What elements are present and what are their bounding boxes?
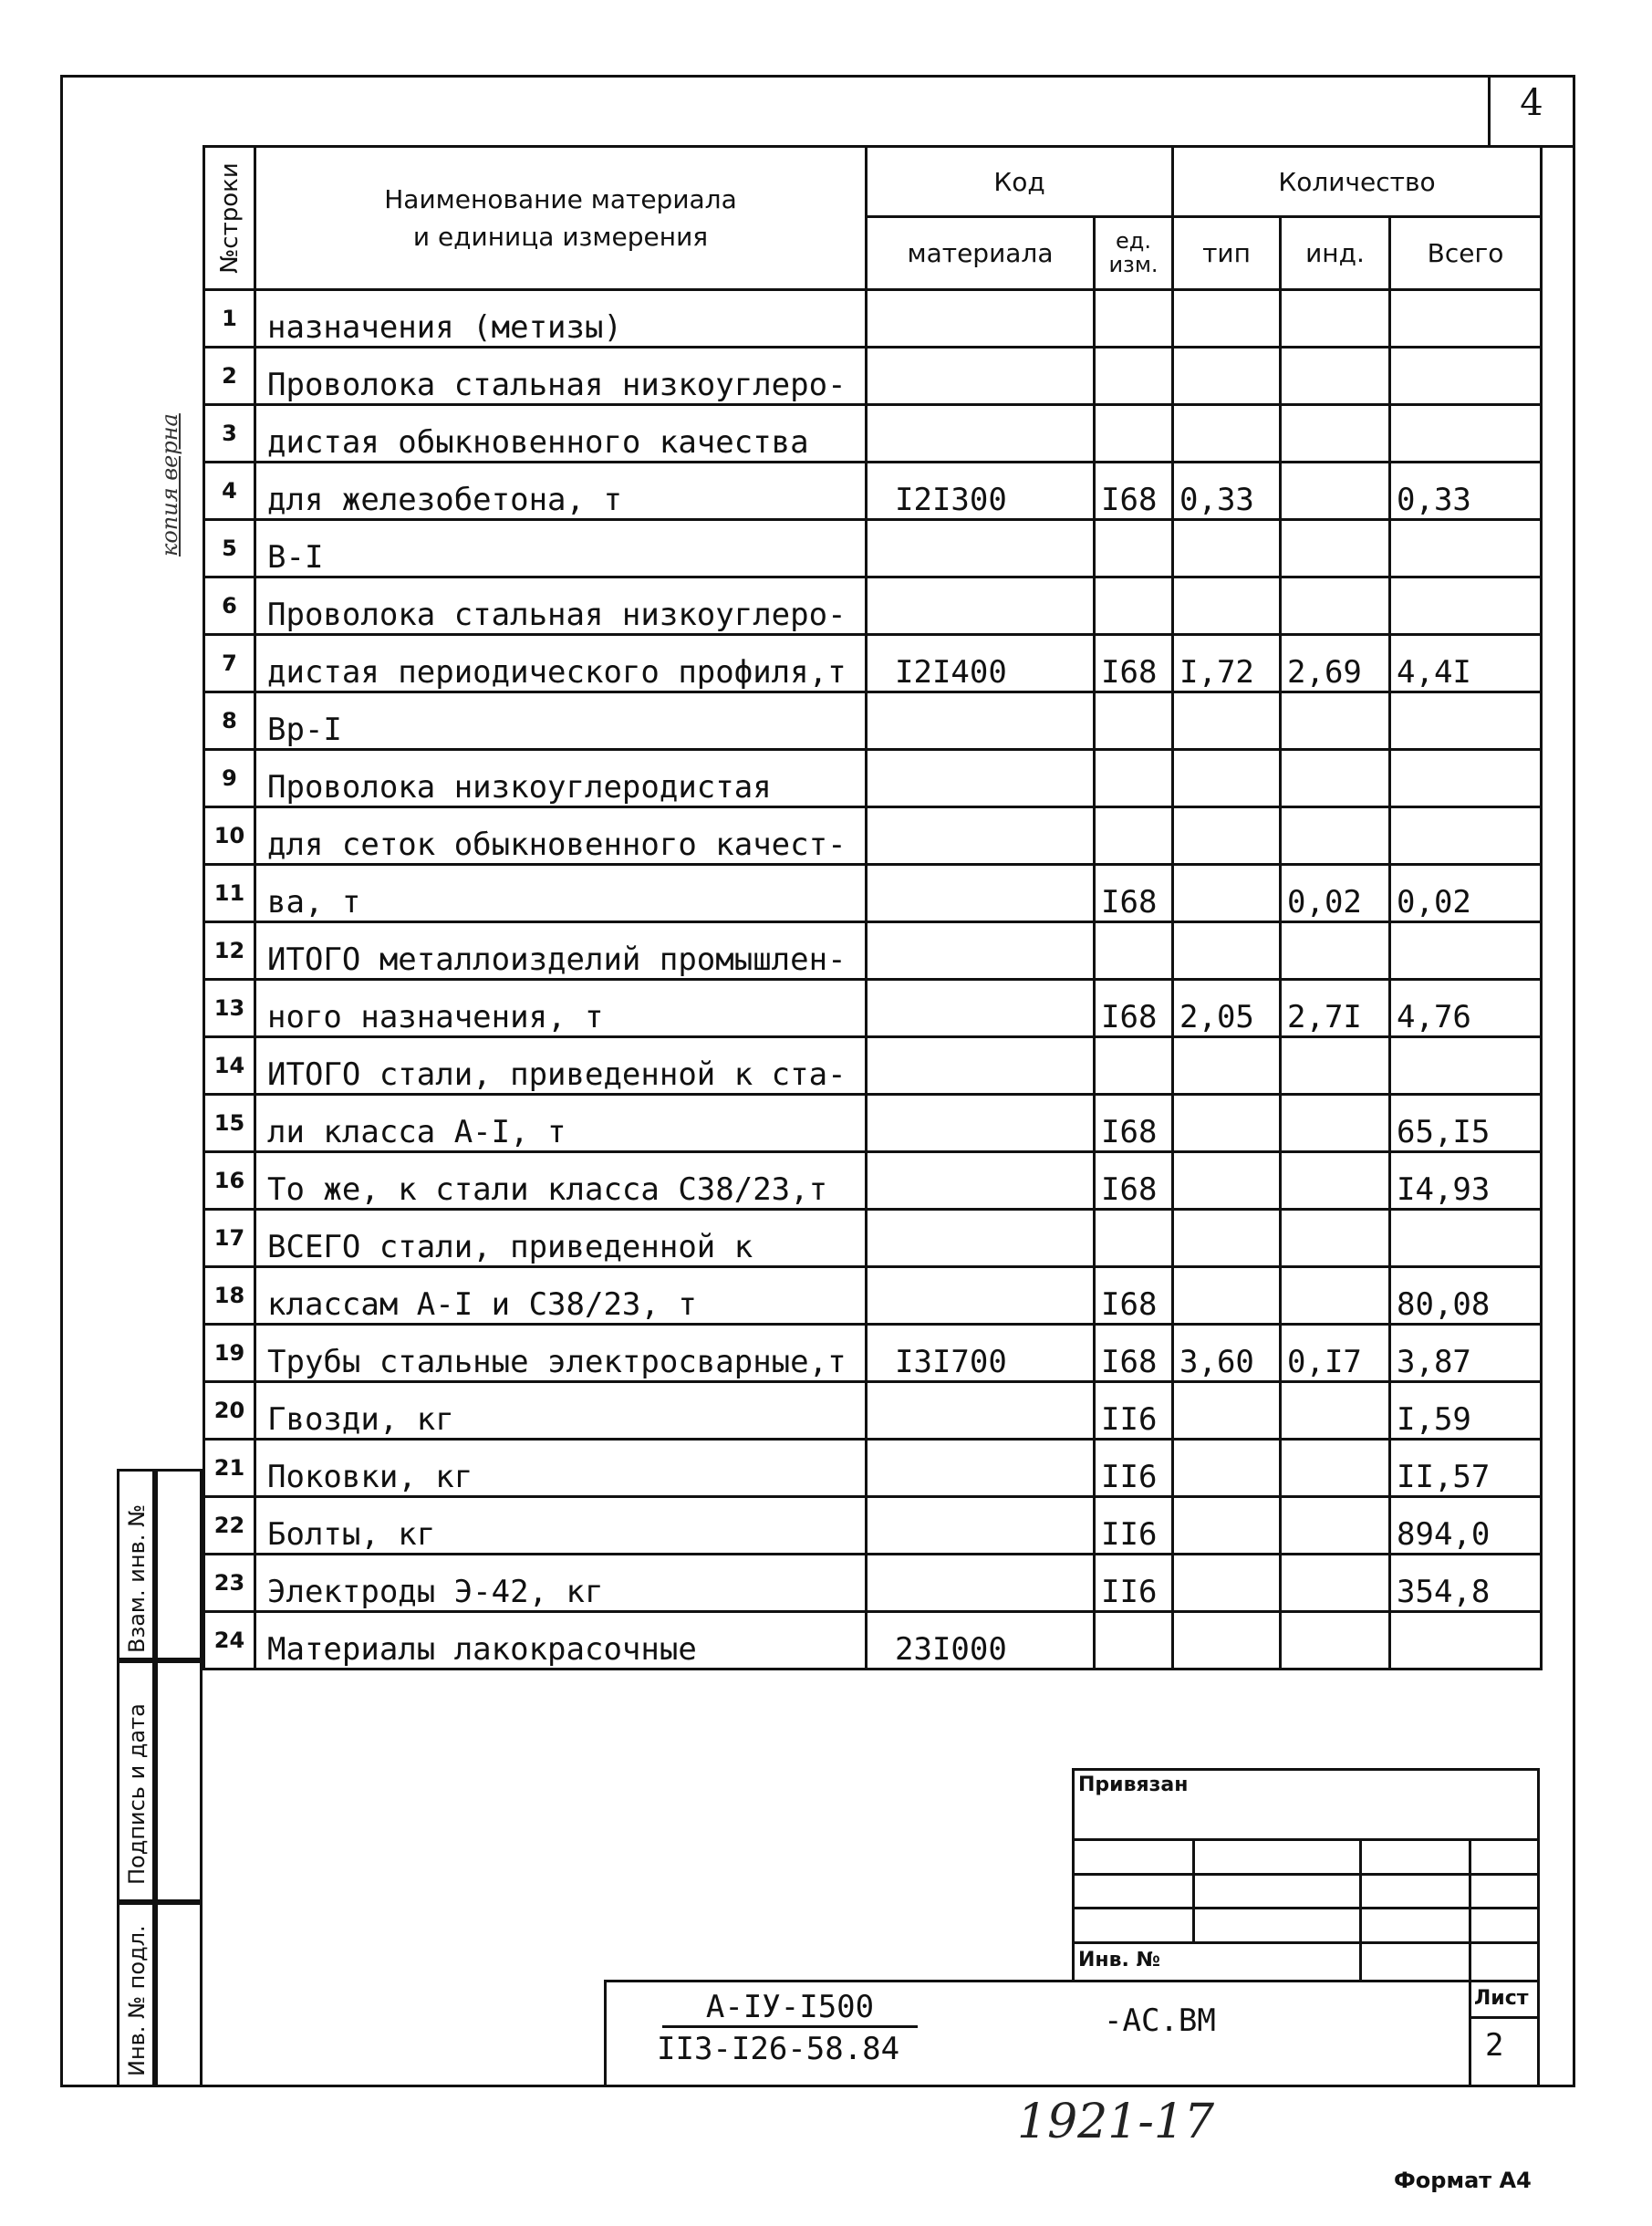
row-qty-total: [1390, 348, 1542, 405]
sign-date-label: Подпись и дата: [124, 1703, 150, 1885]
table-row: [204, 1440, 1542, 1497]
row-qty-total: [1390, 807, 1542, 865]
row-code: [867, 1267, 1095, 1325]
row-qty-total: 354,8: [1390, 1555, 1542, 1612]
inv-podl-label: Инв. № подл.: [124, 1925, 150, 2076]
row-code: [867, 290, 1095, 348]
row-qty-total: [1390, 1210, 1542, 1267]
table-row: [204, 1267, 1542, 1325]
table-row: [204, 750, 1542, 807]
row-code: [867, 348, 1095, 405]
header-code-material: материала: [867, 217, 1095, 290]
row-unit: I68: [1095, 1325, 1173, 1382]
inv-vzam-label: Взам. инв. №: [124, 1504, 150, 1653]
row-name: ли класса А-I, т: [255, 1095, 867, 1152]
row-qty-total: [1390, 922, 1542, 980]
row-code: [867, 1497, 1095, 1555]
top-sheet-number: 4: [1520, 82, 1543, 124]
row-qty-typ: 2,05: [1173, 980, 1281, 1037]
row-qty-typ: [1173, 1152, 1281, 1210]
row-unit: I68: [1095, 463, 1173, 520]
row-qty-ind: [1281, 1210, 1390, 1267]
row-qty-typ: 3,60: [1173, 1325, 1281, 1382]
row-qty-typ: [1173, 577, 1281, 635]
row-qty-typ: [1173, 1037, 1281, 1095]
table-row: [204, 865, 1542, 922]
row-unit: [1095, 520, 1173, 577]
row-qty-total: 894,0: [1390, 1497, 1542, 1555]
table-row: [204, 1382, 1542, 1440]
row-unit: I68: [1095, 1267, 1173, 1325]
row-qty-ind: [1281, 1382, 1390, 1440]
row-code: [867, 1555, 1095, 1612]
copy-note: копия верна: [157, 413, 182, 556]
table-row: [204, 635, 1542, 692]
row-code: [867, 1440, 1095, 1497]
row-qty-total: 3,87: [1390, 1325, 1542, 1382]
header-qty-total: Всего: [1390, 217, 1542, 290]
row-name: Трубы стальные электросварные,т: [255, 1325, 867, 1382]
row-number: 22: [204, 1497, 255, 1555]
row-qty-typ: [1173, 1382, 1281, 1440]
row-qty-typ: [1173, 348, 1281, 405]
table-row: [204, 577, 1542, 635]
row-qty-total: 4,76: [1390, 980, 1542, 1037]
row-qty-ind: [1281, 1267, 1390, 1325]
row-qty-typ: [1173, 520, 1281, 577]
row-name: дистая периодического профиля,т: [255, 635, 867, 692]
row-name: Проволока стальная низкоуглеро-: [255, 577, 867, 635]
row-qty-typ: [1173, 692, 1281, 750]
row-qty-total: II,57: [1390, 1440, 1542, 1497]
row-code: [867, 1152, 1095, 1210]
row-qty-total: [1390, 290, 1542, 348]
table-row: [204, 1095, 1542, 1152]
table-row: [204, 463, 1542, 520]
row-code: I2I300: [867, 463, 1095, 520]
stamp-line: [1469, 2016, 1540, 2019]
row-number: 20: [204, 1382, 255, 1440]
row-name: ва, т: [255, 865, 867, 922]
table-row: [204, 922, 1542, 980]
table-row: [204, 692, 1542, 750]
row-qty-ind: [1281, 1497, 1390, 1555]
row-qty-total: 65,I5: [1390, 1095, 1542, 1152]
row-number: 14: [204, 1037, 255, 1095]
header-code-group: Код: [867, 147, 1173, 217]
row-qty-total: [1390, 577, 1542, 635]
row-qty-typ: [1173, 807, 1281, 865]
row-qty-ind: [1281, 1440, 1390, 1497]
row-name: Гвозди, кг: [255, 1382, 867, 1440]
row-number: 8: [204, 692, 255, 750]
row-unit: [1095, 1210, 1173, 1267]
row-unit: I68: [1095, 865, 1173, 922]
row-unit: [1095, 807, 1173, 865]
row-name: Вр-I: [255, 692, 867, 750]
row-number: 2: [204, 348, 255, 405]
row-unit: I68: [1095, 1152, 1173, 1210]
row-qty-ind: [1281, 807, 1390, 865]
row-qty-ind: [1281, 348, 1390, 405]
row-code: [867, 980, 1095, 1037]
row-unit: I68: [1095, 635, 1173, 692]
row-number: 21: [204, 1440, 255, 1497]
stamp-line: [1192, 1838, 1195, 1941]
row-name: для сеток обыкновенного качест-: [255, 807, 867, 865]
row-name: ИТОГО металлоизделий промышлен-: [255, 922, 867, 980]
row-code: I3I700: [867, 1325, 1095, 1382]
row-code: [867, 750, 1095, 807]
row-number: 13: [204, 980, 255, 1037]
row-qty-typ: [1173, 1612, 1281, 1670]
row-name: классам А-I и С38/23, т: [255, 1267, 867, 1325]
row-qty-ind: [1281, 692, 1390, 750]
row-name: ИТОГО стали, приведенной к ста-: [255, 1037, 867, 1095]
row-qty-typ: I,72: [1173, 635, 1281, 692]
table-row: [204, 1152, 1542, 1210]
row-qty-ind: [1281, 922, 1390, 980]
row-name: Болты, кг: [255, 1497, 867, 1555]
row-name: То же, к стали класса С38/23,т: [255, 1152, 867, 1210]
row-code: [867, 577, 1095, 635]
row-qty-ind: [1281, 405, 1390, 463]
row-code: [867, 1037, 1095, 1095]
row-qty-typ: [1173, 750, 1281, 807]
row-qty-typ: [1173, 1555, 1281, 1612]
row-unit: [1095, 348, 1173, 405]
row-code: [867, 692, 1095, 750]
row-qty-total: [1390, 520, 1542, 577]
row-qty-typ: [1173, 1210, 1281, 1267]
designation-bottom: II3-I26-58.84: [657, 2031, 900, 2067]
row-qty-typ: [1173, 1095, 1281, 1152]
row-number: 24: [204, 1612, 255, 1670]
materials-table: [203, 145, 1543, 1670]
row-qty-ind: 0,I7: [1281, 1325, 1390, 1382]
table-row: [204, 1612, 1542, 1670]
row-unit: [1095, 290, 1173, 348]
row-qty-typ: [1173, 1440, 1281, 1497]
table-row: [204, 405, 1542, 463]
table-row: [204, 520, 1542, 577]
row-qty-typ: [1173, 865, 1281, 922]
row-qty-total: 80,08: [1390, 1267, 1542, 1325]
row-qty-ind: [1281, 290, 1390, 348]
row-qty-total: [1390, 1612, 1542, 1670]
row-name: Проволока низкоуглеродистая: [255, 750, 867, 807]
row-qty-ind: [1281, 520, 1390, 577]
row-unit: II6: [1095, 1440, 1173, 1497]
table-row: [204, 980, 1542, 1037]
stamp-line: [1469, 1838, 1471, 1982]
row-qty-ind: [1281, 1555, 1390, 1612]
inv-no-label: Инв. №: [1078, 1949, 1161, 1971]
row-unit: [1095, 405, 1173, 463]
row-code: [867, 922, 1095, 980]
row-unit: [1095, 692, 1173, 750]
row-qty-total: [1390, 692, 1542, 750]
row-code: [867, 520, 1095, 577]
row-unit: [1095, 577, 1173, 635]
row-number: 16: [204, 1152, 255, 1210]
row-qty-typ: [1173, 290, 1281, 348]
table-row: [204, 1037, 1542, 1095]
row-number: 23: [204, 1555, 255, 1612]
row-qty-total: 4,4I: [1390, 635, 1542, 692]
row-qty-ind: [1281, 1152, 1390, 1210]
privyazan-label: Привязан: [1078, 1774, 1189, 1796]
header-quantity-group: Количество: [1173, 147, 1542, 217]
row-qty-ind: 2,7I: [1281, 980, 1390, 1037]
table-row: [204, 1497, 1542, 1555]
row-name: В-I: [255, 520, 867, 577]
stamp-line: [1469, 1980, 1471, 2087]
row-qty-typ: [1173, 1497, 1281, 1555]
row-code: [867, 1095, 1095, 1152]
table-row: [204, 1555, 1542, 1612]
table-row: [204, 290, 1542, 348]
row-number: 4: [204, 463, 255, 520]
row-unit: II6: [1095, 1497, 1173, 1555]
row-code: [867, 405, 1095, 463]
row-qty-ind: [1281, 463, 1390, 520]
row-number: 5: [204, 520, 255, 577]
row-name: ВСЕГО стали, приведенной к: [255, 1210, 867, 1267]
row-number: 9: [204, 750, 255, 807]
header-row-number: №строки: [204, 147, 255, 290]
row-number: 17: [204, 1210, 255, 1267]
row-number: 10: [204, 807, 255, 865]
row-number: 1: [204, 290, 255, 348]
designation-top: А-IУ-I500: [662, 1989, 918, 2028]
row-number: 3: [204, 405, 255, 463]
table-row: [204, 348, 1542, 405]
header-name: Наименование материала и единица измерения: [255, 147, 867, 290]
row-qty-total: [1390, 750, 1542, 807]
row-qty-ind: [1281, 1037, 1390, 1095]
row-number: 6: [204, 577, 255, 635]
row-unit: [1095, 922, 1173, 980]
sheet-value: 2: [1485, 2027, 1504, 2064]
header-qty-typ: тип: [1173, 217, 1281, 290]
row-name: дистая обыкновенного качества: [255, 405, 867, 463]
row-qty-total: 0,33: [1390, 463, 1542, 520]
inv-podl-value-box: [155, 1902, 203, 2087]
row-name: Проволока стальная низкоуглеро-: [255, 348, 867, 405]
row-qty-total: I4,93: [1390, 1152, 1542, 1210]
row-unit: II6: [1095, 1555, 1173, 1612]
row-number: 19: [204, 1325, 255, 1382]
row-name: ного назначения, т: [255, 980, 867, 1037]
row-name: для железобетона, т: [255, 463, 867, 520]
row-unit: I68: [1095, 1095, 1173, 1152]
row-name: назначения (метизы): [255, 290, 867, 348]
row-name: Материалы лакокрасочные: [255, 1612, 867, 1670]
sign-date-value-box: [155, 1660, 203, 1902]
row-qty-ind: 0,02: [1281, 865, 1390, 922]
row-qty-ind: [1281, 577, 1390, 635]
stamp-line: [1359, 1838, 1362, 1982]
row-qty-ind: 2,69: [1281, 635, 1390, 692]
row-name: Поковки, кг: [255, 1440, 867, 1497]
table-row: [204, 1210, 1542, 1267]
row-code: I2I400: [867, 635, 1095, 692]
row-number: 15: [204, 1095, 255, 1152]
row-code: [867, 1382, 1095, 1440]
row-unit: [1095, 1037, 1173, 1095]
row-qty-typ: [1173, 1267, 1281, 1325]
row-name: Электроды Э-42, кг: [255, 1555, 867, 1612]
header-qty-ind: инд.: [1281, 217, 1390, 290]
row-number: 7: [204, 635, 255, 692]
inv-vzam-value-box: [155, 1469, 203, 1660]
sheet-label: Лист: [1474, 1987, 1529, 2010]
row-number: 11: [204, 865, 255, 922]
row-code: 23I000: [867, 1612, 1095, 1670]
row-qty-ind: [1281, 1095, 1390, 1152]
row-qty-total: 0,02: [1390, 865, 1542, 922]
row-qty-total: [1390, 1037, 1542, 1095]
row-unit: II6: [1095, 1382, 1173, 1440]
row-unit: [1095, 750, 1173, 807]
row-code: [867, 865, 1095, 922]
row-qty-total: [1390, 405, 1542, 463]
row-number: 18: [204, 1267, 255, 1325]
handwritten-number: 1921-17: [1017, 2095, 1215, 2149]
designation-suffix: -АС.ВМ: [1104, 2002, 1216, 2039]
row-qty-ind: [1281, 1612, 1390, 1670]
row-qty-typ: [1173, 405, 1281, 463]
row-qty-total: I,59: [1390, 1382, 1542, 1440]
header-unit: ед. изм.: [1095, 217, 1173, 290]
row-qty-typ: [1173, 922, 1281, 980]
row-qty-typ: 0,33: [1173, 463, 1281, 520]
row-qty-ind: [1281, 750, 1390, 807]
row-code: [867, 807, 1095, 865]
table-row: [204, 807, 1542, 865]
format-label: Формат А4: [1394, 2168, 1532, 2193]
row-unit: I68: [1095, 980, 1173, 1037]
row-unit: [1095, 1612, 1173, 1670]
row-code: [867, 1210, 1095, 1267]
row-number: 12: [204, 922, 255, 980]
table-row: [204, 1325, 1542, 1382]
